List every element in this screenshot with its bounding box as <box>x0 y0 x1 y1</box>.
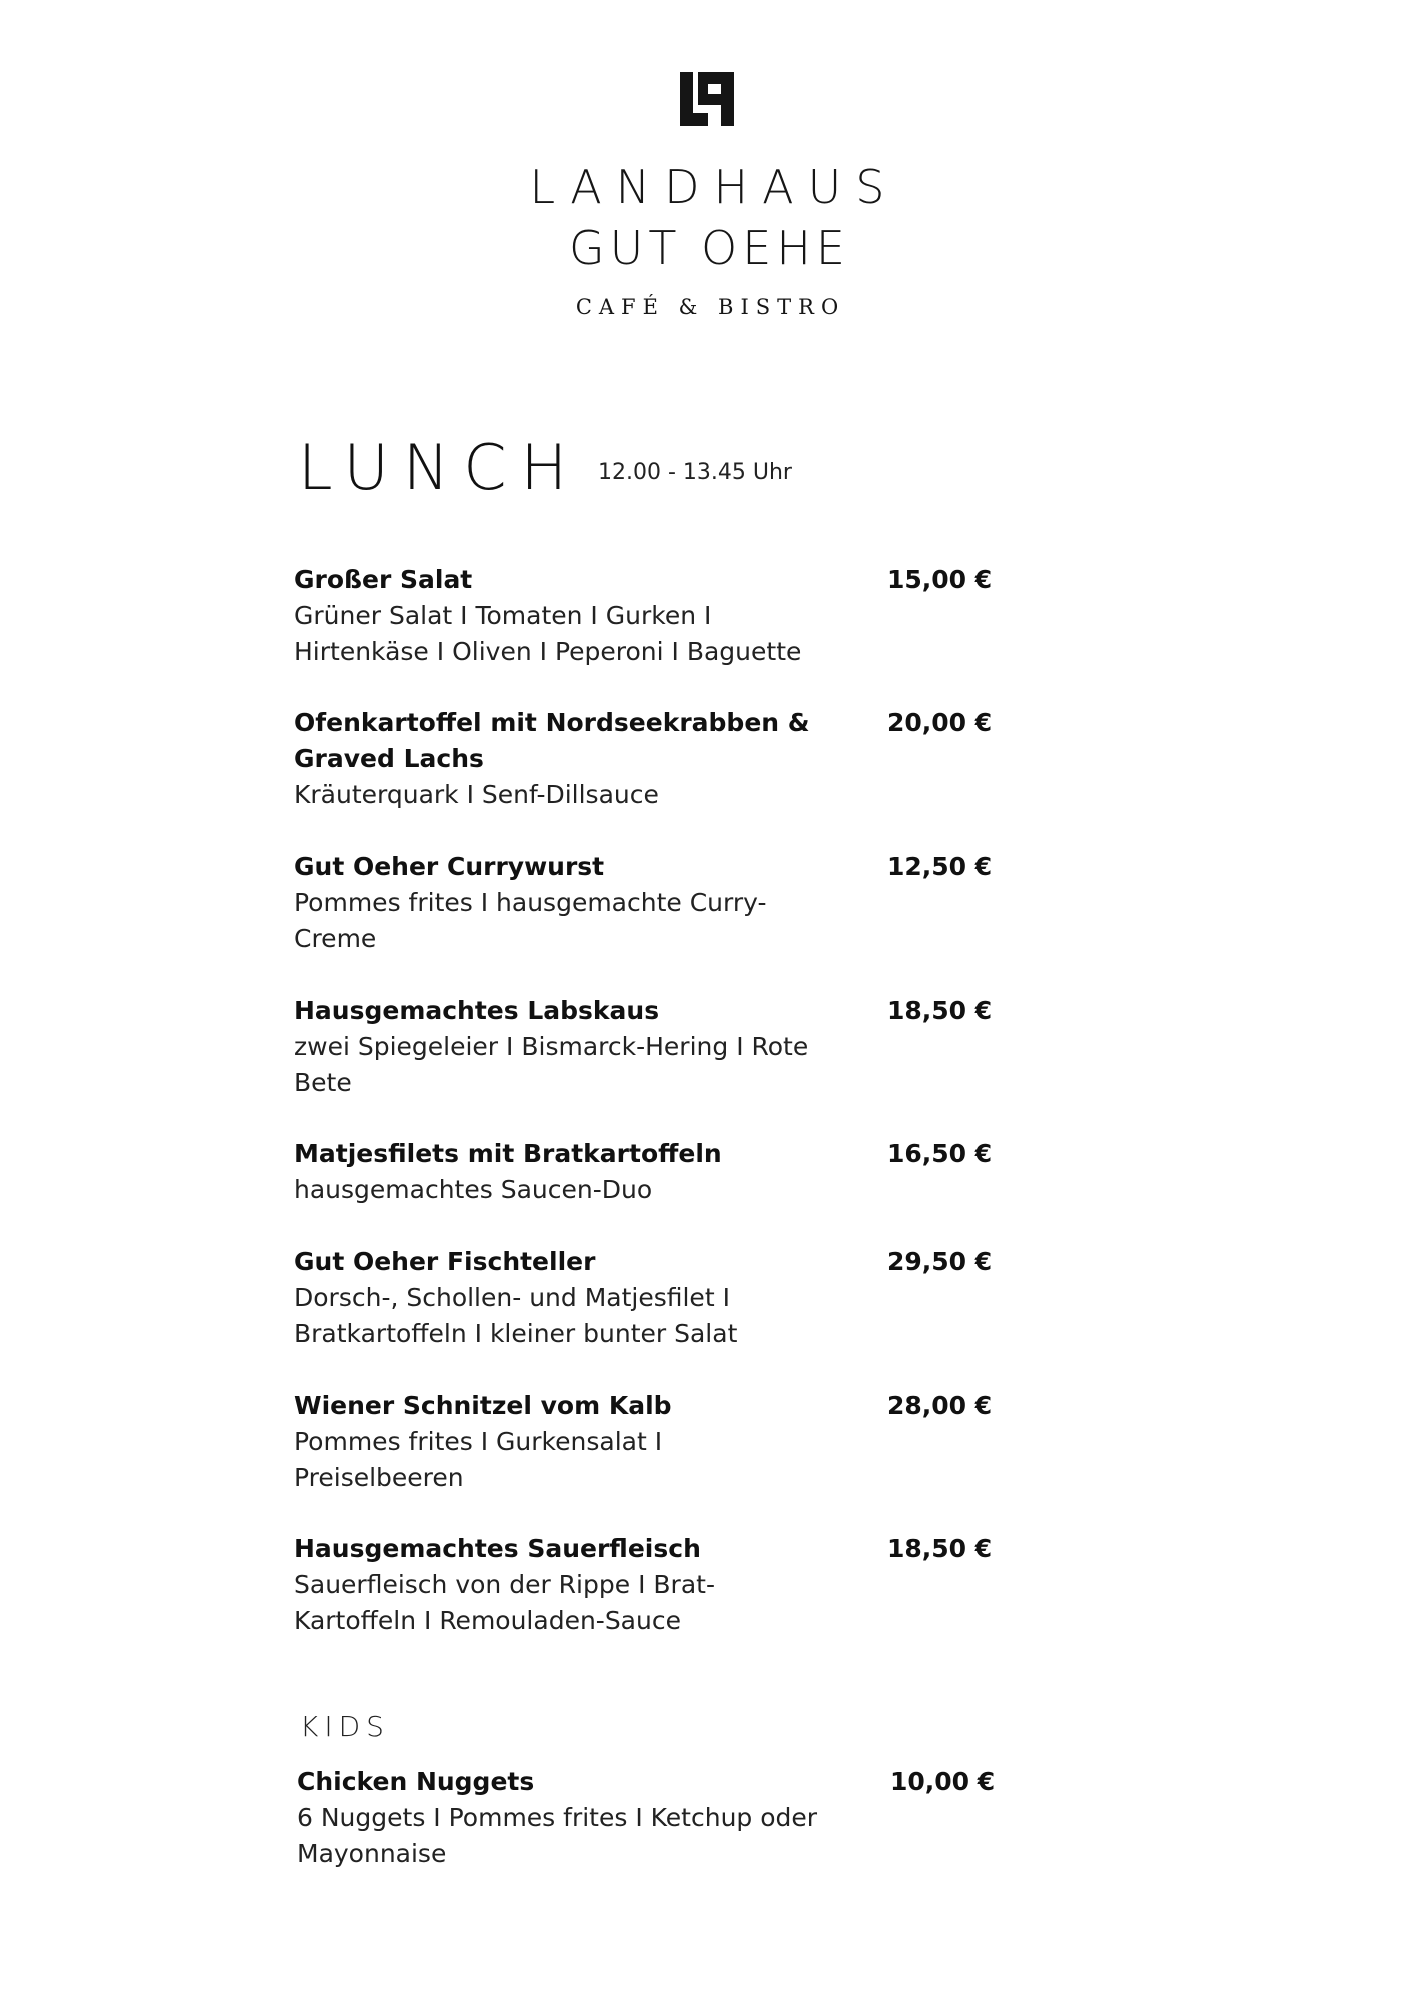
menu-item-name: Wiener Schnitzel vom Kalb <box>294 1391 672 1420</box>
menu-item-price: 15,00 € <box>887 565 993 594</box>
menu-item <box>294 1388 994 1496</box>
menu-item-name: Großer Salat <box>294 565 473 594</box>
menu-item <box>294 1531 994 1639</box>
menu-item-description: Pommes frites I hausgemachte Curry-Creme <box>294 888 767 953</box>
menu-item-description: Pommes frites I Gurkensalat I Preiselbeeren <box>294 1427 663 1492</box>
menu-item-price: 18,50 € <box>887 996 993 1025</box>
section-title-kids: KIDS <box>300 1710 390 1743</box>
menu-item-name: Hausgemachtes Sauerfleisch <box>294 1534 701 1563</box>
section-title-lunch: LUNCH <box>298 431 582 504</box>
menu-item-name: Gut Oeher Currywurst <box>294 852 605 881</box>
menu-item-price: 20,00 € <box>887 708 993 737</box>
brand-subtitle: CAFÉ & BISTRO <box>575 295 846 319</box>
menu-item-description: zwei Spiegeleier I Bismarck-Hering I Rote Bete <box>294 1032 809 1097</box>
menu-item-price: 18,50 € <box>887 1534 993 1563</box>
menu-item-name: Chicken Nuggets <box>297 1767 535 1796</box>
menu-item-name: Hausgemachtes Labskaus <box>294 996 660 1025</box>
menu-item-description: Grüner Salat I Tomaten I Gurken I Hirtenkäse I Oliven I Peperoni I Baguette <box>294 601 802 666</box>
menu-item-description: 6 Nuggets I Pommes frites I Ketchup oder Mayonnaise <box>297 1803 818 1868</box>
menu-item-description: hausgemachtes Saucen-Duo <box>294 1175 653 1204</box>
menu-item <box>294 562 994 670</box>
menu-item-description: Dorsch-, Schollen- und Matjesfilet I Bratkartoffeln I kleiner bunter Salat <box>294 1283 738 1348</box>
menu-item-price: 12,50 € <box>887 852 993 881</box>
menu-item <box>294 849 994 957</box>
menu-item-name: Gut Oeher Fischteller <box>294 1247 596 1276</box>
lh-monogram-icon <box>678 72 736 126</box>
menu-item-description: Kräuterquark I Senf-Dillsauce <box>294 780 659 809</box>
menu-item <box>294 705 994 813</box>
menu-item-price: 10,00 € <box>890 1767 996 1796</box>
menu-item-price: 28,00 € <box>887 1391 993 1420</box>
menu-item-description: Sauerfleisch von der Rippe I Brat-Kartoffeln I Remouladen-Sauce <box>294 1570 715 1635</box>
menu-item-price: 29,50 € <box>887 1247 993 1276</box>
brand-name-line2: GUT OEHE <box>569 221 850 275</box>
menu-item-name: Ofenkartoffel mit Nordseekrabben & Graved Lachs <box>294 708 810 773</box>
menu-item <box>294 1244 994 1352</box>
menu-item <box>297 1764 997 1872</box>
menu-item <box>294 993 994 1101</box>
menu-item-name: Matjesfilets mit Bratkartoffeln <box>294 1139 722 1168</box>
brand-name-line1: LANDHAUS <box>529 160 899 214</box>
menu-item-price: 16,50 € <box>887 1139 993 1168</box>
lunch-hours: 12.00 - 13.45 Uhr <box>598 460 792 485</box>
menu-item <box>294 1136 994 1208</box>
